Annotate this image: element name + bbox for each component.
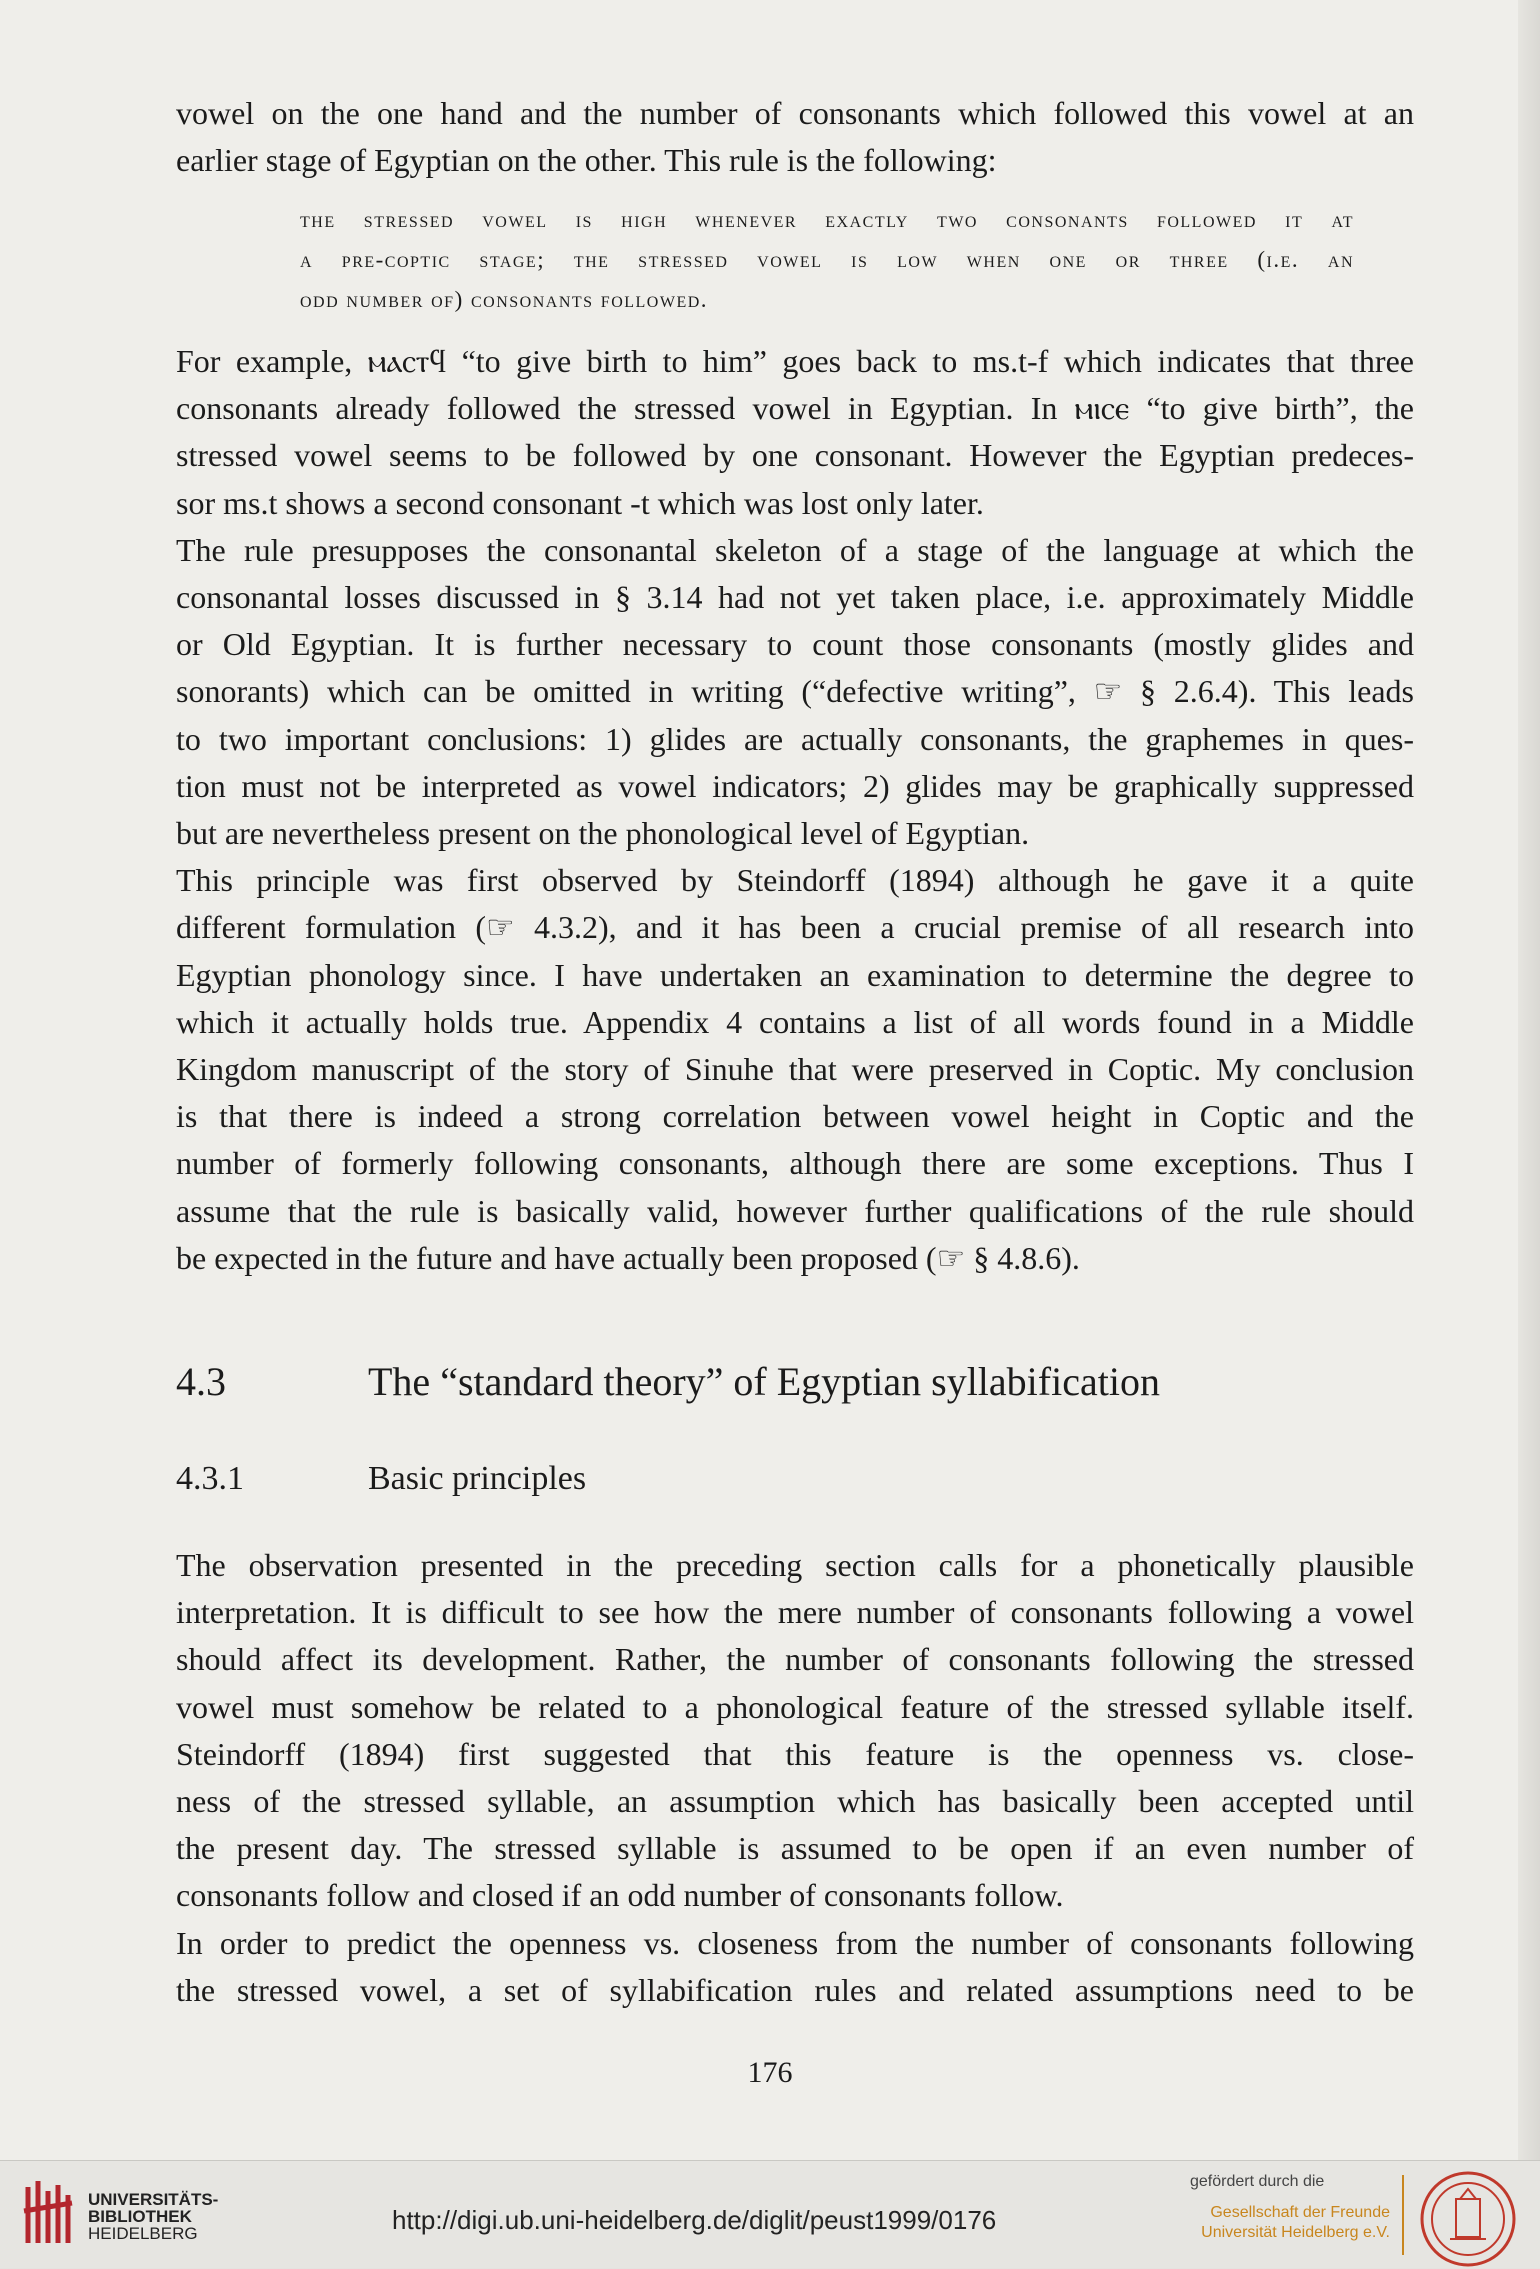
text-line: vowel must somehow be related to a phonological feature of the stressed syllable itself. <box>176 1688 1414 1725</box>
text-line: In order to predict the openness vs. closeness from the number of consonants following <box>176 1924 1414 1961</box>
text-line: the present day. The stressed syllable is assumed to be open if an even number of <box>176 1830 1414 1867</box>
university-library-logo-icon[interactable] <box>20 2177 76 2249</box>
text-line: For example, ⲙⲁⲥⲧϥ “to give birth to him” goes back to ms.t-f which indicates that three <box>176 343 1414 379</box>
text-line: which it actually holds true. Appendix 4 contains a list of all words found in a Middle <box>176 1003 1414 1040</box>
text-line: consonants follow and closed if an odd number of consonants follow. <box>176 1877 1064 1914</box>
text-line: to two important conclusions: 1) glides are actually consonants, the graphemes in ques- <box>176 720 1414 757</box>
text-line: is that there is indeed a strong correlation between vowel height in Coptic and the <box>176 1098 1414 1135</box>
text-line: or Old Egyptian. It is further necessary to count those consonants (mostly glides and <box>176 626 1414 663</box>
text-line: earlier stage of Egyptian on the other. This rule is the following: <box>176 142 997 179</box>
text-line: The rule presupposes the consonantal skeleton of a stage of the language at which the <box>176 531 1414 568</box>
subsection-title: Basic principles <box>368 1460 587 1497</box>
library-line: BIBLIOTHEK <box>88 2207 192 2226</box>
society-line: Gesellschaft der Freunde <box>1210 2204 1390 2221</box>
section-title: The “standard theory” of Egyptian syllabification <box>368 1359 1160 1404</box>
text-line: but are nevertheless present on the phonological level of Egyptian. <box>176 815 1030 852</box>
digitization-footer <box>0 2160 1540 2268</box>
text-line: Kingdom manuscript of the story of Sinuhe that were preserved in Coptic. My conclusion <box>176 1051 1414 1088</box>
footer-divider <box>1402 2175 1404 2255</box>
stress-rule-statement <box>300 200 1354 320</box>
page-number: 176 <box>747 2056 793 2089</box>
library-line: HEIDELBERG <box>88 2224 198 2243</box>
text-line: be expected in the future and have actually been proposed (☞ § 4.8.6). <box>176 1239 1080 1276</box>
rule-line: a pre-coptic stage; the stressed vowel is low when one or three (i.e. an <box>300 247 1354 272</box>
text-line: ness of the stressed syllable, an assumption which has basically been accepted until <box>176 1783 1414 1820</box>
rule-line: the stressed vowel is high whenever exactly two consonants followed it at <box>300 207 1354 232</box>
university-library-name <box>88 2191 218 2242</box>
funded-by-label: gefördert durch die <box>1190 2173 1325 2190</box>
text-line: vowel on the one hand and the number of consonants which followed this vowel at an <box>176 95 1414 131</box>
text-line: different formulation (☞ 4.3.2), and it has been a crucial premise of all research into <box>176 909 1414 946</box>
rule-line: odd number of) consonants followed. <box>300 287 709 312</box>
text-line: sonorants) which can be omitted in writing (“defective writing”, ☞ § 2.6.4). This leads <box>176 673 1414 710</box>
library-line: UNIVERSITÄTS- <box>88 2190 219 2209</box>
university-seal-icon[interactable] <box>1418 2169 1518 2269</box>
text-line: assume that the rule is basically valid, however further qualifications of the rule should <box>176 1192 1414 1229</box>
text-line: tion must not be interpreted as vowel indicators; 2) glides may be graphically suppressed <box>176 767 1414 804</box>
text-line: Steindorff (1894) first suggested that this feature is the openness vs. close- <box>176 1735 1414 1772</box>
subsection-heading <box>176 1460 586 1498</box>
section-number: 4.3 <box>176 1359 226 1404</box>
text-line: number of formerly following consonants, although there are some exceptions. Thus I <box>176 1145 1414 1182</box>
text-line: stressed vowel seems to be followed by one consonant. However the Egyptian predeces- <box>176 437 1414 474</box>
text-line: Egyptian phonology since. I have undertaken an examination to determine the degree to <box>176 956 1414 993</box>
subsection-number: 4.3.1 <box>176 1460 244 1497</box>
permalink-url[interactable]: http://digi.ub.uni-heidelberg.de/diglit/peust1999/0176 <box>392 2205 997 2235</box>
page-gutter <box>1518 0 1540 2160</box>
society-name <box>1160 2203 1390 2243</box>
text-line: interpretation. It is difficult to see how the mere number of consonants following a vowel <box>176 1594 1414 1631</box>
paragraph-top <box>176 90 1414 184</box>
body-paragraphs <box>176 338 1414 1282</box>
text-line: The observation presented in the preceding section calls for a phonetically plausible <box>176 1547 1414 1583</box>
text-line: consonantal losses discussed in § 3.14 had not yet taken place, i.e. approximately Middle <box>176 579 1414 616</box>
basic-principles-paragraphs <box>176 1542 1414 2014</box>
society-line: Universität Heidelberg e.V. <box>1201 2224 1390 2241</box>
text-line: should affect its development. Rather, the number of consonants following the stressed <box>176 1641 1414 1678</box>
text-line: sor ms.t shows a second consonant -t which was lost only later. <box>176 484 984 521</box>
text-line: the stressed vowel, a set of syllabification rules and related assumptions need to be <box>176 1971 1414 2008</box>
text-line: This principle was first observed by Steindorff (1894) although he gave it a quite <box>176 862 1414 899</box>
section-heading <box>176 1358 1160 1405</box>
text-line: consonants already followed the stressed vowel in Egyptian. In ⲙⲓⲥⲉ “to give birth”, the <box>176 390 1414 427</box>
